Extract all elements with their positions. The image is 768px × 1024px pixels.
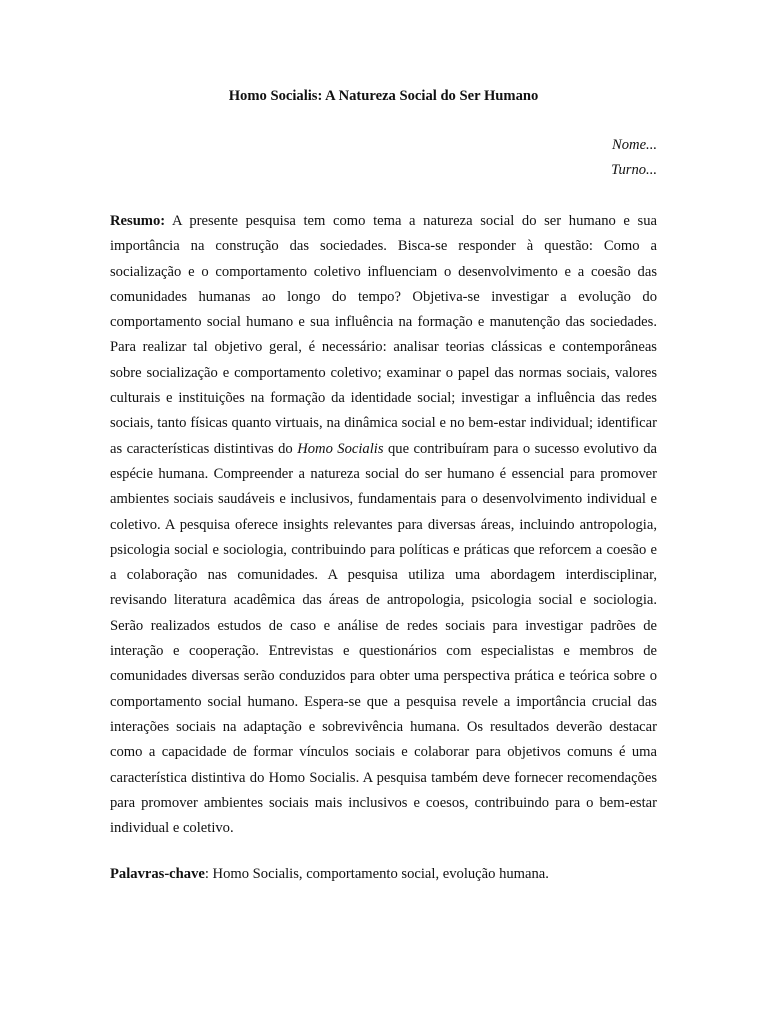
author-name-placeholder: Nome... — [612, 137, 657, 153]
keywords-label: Palavras-chave — [110, 866, 205, 882]
abstract-paragraph — [110, 209, 657, 841]
abstract-text-part2: que contribuíram para o sucesso evolutivo da espécie humana. Compreender a natureza social do ser humano é essencial para promover ambientes sociais saudáveis e inclusivos, fundamentais para o desenvolvimento individual e coletivo. A pesquisa oferece insights relevantes para diversas áreas, incluindo antropologia, psicologia social e sociologia, contribuindo para políticas e práticas que reforcem a coesão e a colaboração nas comunidades. A pesquisa utiliza uma abordagem interdisciplinar, revisando literatura acadêmica das áreas de antropologia, psicologia social e sociologia. Serão realizados estudos de caso e análise de redes sociais para investigar padrões de interação e cooperação. Entrevistas e questionários com especialistas e membros de comunidades diversas serão conduzidos para obter uma perspectiva prática e teórica sobre o comportamento social humano. Espera-se que a pesquisa revele a importância crucial das interações sociais na adaptação e sobrevivência humana. Os resultados deverão destacar como a capacidade de formar vínculos sociais e colaborar para objetivos comuns é uma característica distintiva do Homo Socialis. A pesquisa também deve fornecer recomendações para promover ambientes sociais mais inclusivos e coesos, contribuindo para o bem-estar individual e coletivo. — [110, 440, 658, 837]
abstract-text-part1: A presente pesquisa tem como tema a natureza social do ser humano e sua importância na construção das sociedades. Bisca-se responder à questão: Como a socialização e o comportamento coletivo influenciam o desenvolvimento e a coesão das comunidades humanas ao longo do tempo? Objetiva-se investigar a evolução do comportamento social humano e sua influência na formação e manutenção das sociedades. Para realizar tal objetivo geral, é necessário: analisar teorias clássicas e contemporâneas sobre socialização e comportamento coletivo; examinar o papel das normas sociais, valores culturais e instituições na formação da identidade social; investigar a influência das redes sociais, tanto físicas quanto virtuais, na dinâmica social e no bem-estar individual; identificar as características distintivas do — [110, 213, 657, 457]
document-page — [110, 0, 657, 1024]
abstract-italic-term: Homo Socialis — [297, 440, 384, 457]
keywords-line — [110, 863, 657, 885]
abstract-label: Resumo: — [110, 213, 166, 229]
keywords-text: : Homo Socialis, comportamento social, evolução humana. — [204, 866, 549, 882]
document-title: Homo Socialis: A Natureza Social do Ser Humano — [228, 88, 539, 104]
shift-placeholder: Turno... — [611, 162, 657, 178]
